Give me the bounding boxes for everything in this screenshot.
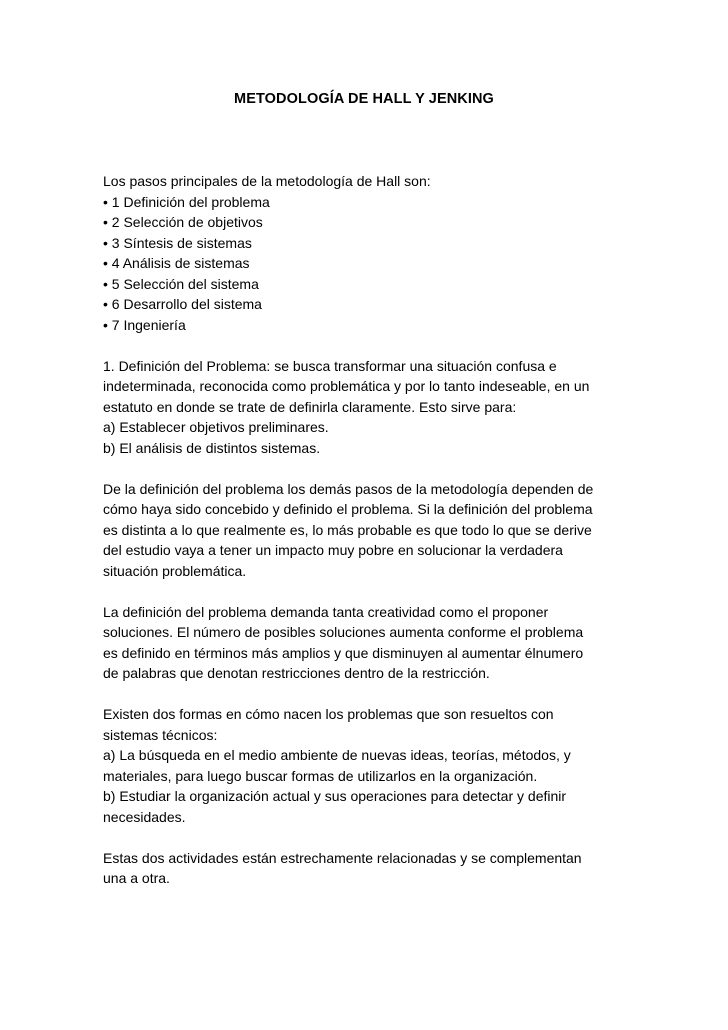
paragraph-line: 1. Definición del Problema: se busca transformar una situación confusa e xyxy=(103,357,557,374)
paragraph-line: cómo haya sido concebido y definido el problema. Si la definición del problema xyxy=(103,501,593,517)
list-item: • 7 Ingeniería xyxy=(103,316,186,333)
paragraph-spacer xyxy=(103,335,633,356)
paragraph-line: a) Establecer objetivos preliminares. xyxy=(103,419,329,435)
paragraph-spacer xyxy=(103,581,633,602)
list-item: • 3 Síntesis de sistemas xyxy=(103,234,252,251)
document-body xyxy=(103,171,633,889)
paragraph-line: De la definición del problema los demás pasos de la metodología dependen de xyxy=(103,480,594,497)
list-item: • 6 Desarrollo del sistema xyxy=(103,296,262,312)
document-title: METODOLOGÍA DE HALL Y JENKING xyxy=(234,91,494,107)
list-item: • 1 Definición del problema xyxy=(103,193,270,210)
paragraph-line: del estudio vaya a tener un impacto muy pobre en solucionar la verdadera xyxy=(103,542,563,558)
paragraph-line: una a otra. xyxy=(103,870,170,886)
paragraph-spacer xyxy=(103,684,633,705)
paragraph-line: La definición del problema demanda tanta creatividad como el proponer xyxy=(103,603,549,620)
list-item: • 2 Selección de objetivos xyxy=(103,214,263,230)
paragraph-line: necesidades. xyxy=(103,808,186,825)
paragraph-creativity xyxy=(103,602,633,684)
paragraph-problem-origins xyxy=(103,704,633,827)
intro-line: Los pasos principales de la metodología de Hall son: xyxy=(103,173,431,189)
paragraph-line: sistemas técnicos: xyxy=(103,726,218,743)
paragraph-conclusion xyxy=(103,848,633,889)
paragraph-line: Estas dos actividades están estrechamente relacionadas y se complementan xyxy=(103,849,582,866)
paragraph-line: soluciones. El número de posibles soluciones aumenta conforme el problema xyxy=(103,624,584,640)
paragraph-dependence xyxy=(103,479,633,582)
paragraph-line: es definido en términos más amplios y que disminuyen al aumentar élnumero xyxy=(103,644,584,661)
paragraph-line: Existen dos formas en cómo nacen los problemas que son resueltos con xyxy=(103,706,554,722)
list-item: • 4 Análisis de sistemas xyxy=(103,255,250,271)
paragraph-line: a) La búsqueda en el medio ambiente de nuevas ideas, teorías, métodos, y xyxy=(103,747,571,763)
paragraph-line: b) Estudiar la organización actual y sus operaciones para detectar y definir xyxy=(103,788,567,804)
paragraph-spacer xyxy=(103,458,633,479)
paragraph-line: materiales, para luego buscar formas de utilizarlos en la organización. xyxy=(103,767,538,784)
list-item: • 5 Selección del sistema xyxy=(103,275,259,292)
paragraph-spacer xyxy=(103,827,633,848)
paragraph-problem-definition xyxy=(103,356,633,459)
paragraph-line: de palabras que denotan restricciones dentro de la restricción. xyxy=(103,665,490,681)
paragraph-line: b) El análisis de distintos sistemas. xyxy=(103,439,321,456)
steps-list xyxy=(103,192,633,336)
paragraph-line: es distinta a lo que realmente es, lo más probable es que todo lo que se derive xyxy=(103,521,592,538)
paragraph-line: situación problemática. xyxy=(103,562,247,579)
paragraph-line: indeterminada, reconocida como problemática y por lo tanto indeseable, en un xyxy=(103,378,590,394)
paragraph-line: estatuto en donde se trate de definirla claramente. Esto sirve para: xyxy=(103,398,517,415)
